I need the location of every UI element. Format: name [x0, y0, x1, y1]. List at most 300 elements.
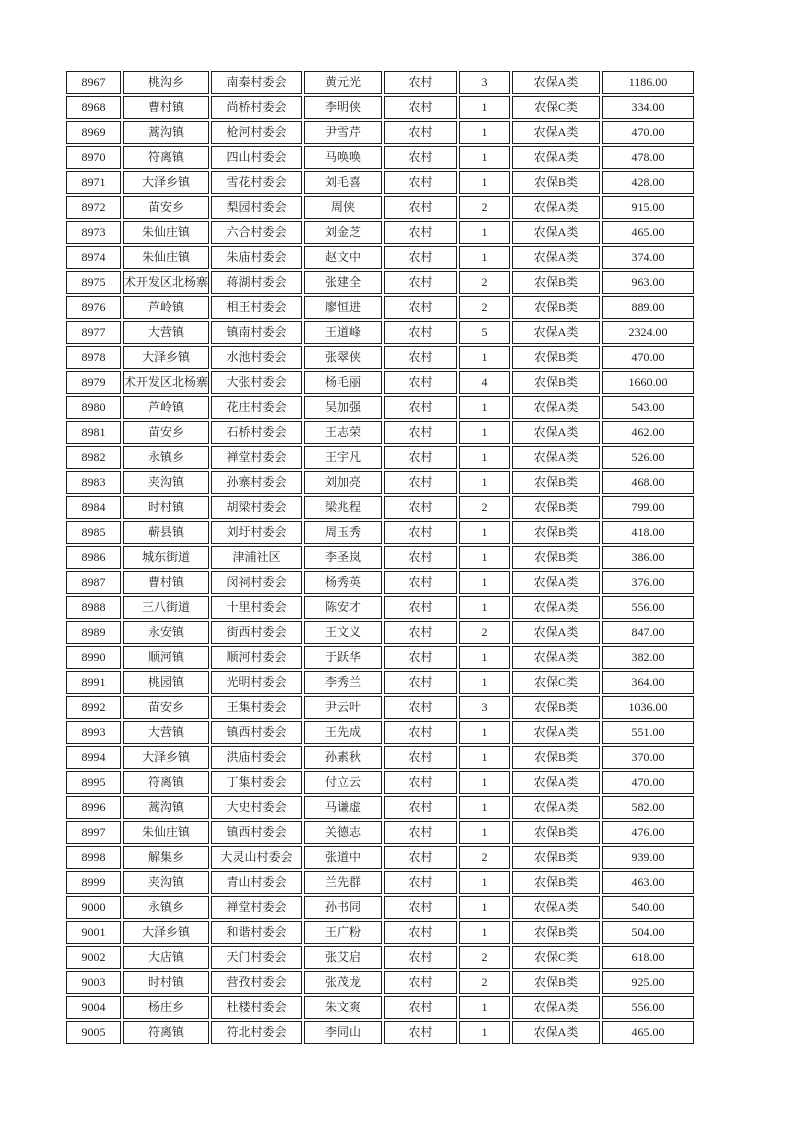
cell-township: 大泽乡镇: [123, 921, 209, 944]
cell-insurance-category: 农保B类: [512, 171, 600, 194]
cell-amount: 364.00: [602, 671, 694, 694]
cell-person-count: 1: [459, 571, 510, 594]
cell-serial-number: 8975: [66, 271, 121, 294]
cell-serial-number: 8985: [66, 521, 121, 544]
cell-person-count: 1: [459, 546, 510, 569]
cell-person-name: 马谦虚: [304, 796, 382, 819]
cell-insurance-category: 农保B类: [512, 371, 600, 394]
cell-village-committee: 四山村委会: [211, 146, 302, 169]
cell-person-count: 1: [459, 746, 510, 769]
cell-insurance-category: 农保A类: [512, 571, 600, 594]
cell-village-committee: 蒋湖村委会: [211, 271, 302, 294]
cell-township: 符离镇: [123, 146, 209, 169]
cell-person-name: 王文义: [304, 621, 382, 644]
cell-person-name: 关德志: [304, 821, 382, 844]
cell-person-count: 1: [459, 871, 510, 894]
cell-serial-number: 8970: [66, 146, 121, 169]
cell-village-committee: 符北村委会: [211, 1021, 302, 1044]
cell-serial-number: 8968: [66, 96, 121, 119]
cell-person-name: 刘金芝: [304, 221, 382, 244]
cell-village-committee: 六合村委会: [211, 221, 302, 244]
cell-amount: 582.00: [602, 796, 694, 819]
cell-township: 永镇乡: [123, 446, 209, 469]
cell-residence-type: 农村: [384, 346, 457, 369]
cell-insurance-category: 农保A类: [512, 896, 600, 919]
cell-insurance-category: 农保B类: [512, 471, 600, 494]
cell-person-count: 1: [459, 421, 510, 444]
cell-person-name: 刘加亮: [304, 471, 382, 494]
cell-person-count: 1: [459, 896, 510, 919]
cell-insurance-category: 农保B类: [512, 521, 600, 544]
cell-village-committee: 顺河村委会: [211, 646, 302, 669]
cell-residence-type: 农村: [384, 746, 457, 769]
cell-village-committee: 梨园村委会: [211, 196, 302, 219]
cell-village-committee: 洪庙村委会: [211, 746, 302, 769]
cell-insurance-category: 农保A类: [512, 996, 600, 1019]
table-row: [66, 96, 694, 119]
cell-serial-number: 8983: [66, 471, 121, 494]
table-row: [66, 996, 694, 1019]
cell-insurance-category: 农保B类: [512, 346, 600, 369]
cell-person-count: 1: [459, 996, 510, 1019]
cell-person-count: 2: [459, 296, 510, 319]
cell-amount: 370.00: [602, 746, 694, 769]
cell-person-name: 孙素秋: [304, 746, 382, 769]
cell-serial-number: 8992: [66, 696, 121, 719]
cell-village-committee: 王集村委会: [211, 696, 302, 719]
table-row: [66, 596, 694, 619]
cell-township: 术开发区北杨寨: [123, 371, 209, 394]
cell-insurance-category: 农保B类: [512, 746, 600, 769]
table-row: [66, 921, 694, 944]
cell-person-name: 周玉秀: [304, 521, 382, 544]
cell-insurance-category: 农保A类: [512, 421, 600, 444]
cell-village-committee: 花庄村委会: [211, 396, 302, 419]
cell-person-name: 吴加强: [304, 396, 382, 419]
cell-amount: 478.00: [602, 146, 694, 169]
cell-amount: 1186.00: [602, 71, 694, 94]
cell-person-name: 梁兆程: [304, 496, 382, 519]
cell-person-count: 1: [459, 821, 510, 844]
cell-township: 术开发区北杨寨: [123, 271, 209, 294]
cell-person-name: 王广粉: [304, 921, 382, 944]
cell-person-count: 1: [459, 921, 510, 944]
cell-serial-number: 8967: [66, 71, 121, 94]
cell-person-count: 1: [459, 346, 510, 369]
cell-amount: 925.00: [602, 971, 694, 994]
cell-person-name: 张翠侠: [304, 346, 382, 369]
cell-person-count: 3: [459, 696, 510, 719]
cell-amount: 386.00: [602, 546, 694, 569]
cell-person-count: 1: [459, 596, 510, 619]
cell-residence-type: 农村: [384, 896, 457, 919]
cell-serial-number: 8981: [66, 421, 121, 444]
cell-person-name: 张建全: [304, 271, 382, 294]
cell-insurance-category: 农保B类: [512, 271, 600, 294]
cell-residence-type: 农村: [384, 396, 457, 419]
cell-serial-number: 8982: [66, 446, 121, 469]
table-row: [66, 446, 694, 469]
cell-residence-type: 农村: [384, 571, 457, 594]
cell-residence-type: 农村: [384, 671, 457, 694]
cell-amount: 543.00: [602, 396, 694, 419]
cell-village-committee: 闵祠村委会: [211, 571, 302, 594]
cell-serial-number: 8978: [66, 346, 121, 369]
cell-amount: 889.00: [602, 296, 694, 319]
cell-amount: 939.00: [602, 846, 694, 869]
table-body: [66, 71, 694, 1044]
cell-serial-number: 8998: [66, 846, 121, 869]
cell-person-name: 杨秀英: [304, 571, 382, 594]
cell-person-count: 1: [459, 1021, 510, 1044]
cell-insurance-category: 农保A类: [512, 596, 600, 619]
cell-amount: 468.00: [602, 471, 694, 494]
cell-person-count: 1: [459, 521, 510, 544]
cell-village-committee: 镇西村委会: [211, 821, 302, 844]
cell-person-name: 尹雪芹: [304, 121, 382, 144]
cell-township: 永镇乡: [123, 896, 209, 919]
cell-person-count: 1: [459, 121, 510, 144]
cell-serial-number: 8971: [66, 171, 121, 194]
cell-person-count: 1: [459, 446, 510, 469]
cell-insurance-category: 农保A类: [512, 71, 600, 94]
cell-village-committee: 十里村委会: [211, 596, 302, 619]
cell-township: 时村镇: [123, 971, 209, 994]
cell-person-count: 1: [459, 646, 510, 669]
cell-residence-type: 农村: [384, 646, 457, 669]
cell-residence-type: 农村: [384, 696, 457, 719]
cell-insurance-category: 农保B类: [512, 546, 600, 569]
table-row: [66, 821, 694, 844]
cell-township: 大营镇: [123, 321, 209, 344]
cell-amount: 556.00: [602, 596, 694, 619]
table-row: [66, 146, 694, 169]
cell-insurance-category: 农保B类: [512, 296, 600, 319]
cell-township: 朱仙庄镇: [123, 246, 209, 269]
table-row: [66, 946, 694, 969]
cell-amount: 799.00: [602, 496, 694, 519]
cell-serial-number: 8969: [66, 121, 121, 144]
cell-person-count: 2: [459, 271, 510, 294]
cell-township: 夹沟镇: [123, 871, 209, 894]
cell-village-committee: 杜楼村委会: [211, 996, 302, 1019]
cell-amount: 463.00: [602, 871, 694, 894]
cell-insurance-category: 农保B类: [512, 696, 600, 719]
cell-insurance-category: 农保C类: [512, 671, 600, 694]
cell-serial-number: 8995: [66, 771, 121, 794]
cell-village-committee: 大史村委会: [211, 796, 302, 819]
cell-residence-type: 农村: [384, 846, 457, 869]
cell-amount: 476.00: [602, 821, 694, 844]
cell-serial-number: 9002: [66, 946, 121, 969]
cell-village-committee: 水池村委会: [211, 346, 302, 369]
cell-village-committee: 孙寨村委会: [211, 471, 302, 494]
cell-person-name: 尹云叶: [304, 696, 382, 719]
table-row: [66, 221, 694, 244]
cell-person-name: 李秀兰: [304, 671, 382, 694]
cell-insurance-category: 农保A类: [512, 721, 600, 744]
cell-insurance-category: 农保A类: [512, 121, 600, 144]
cell-village-committee: 天门村委会: [211, 946, 302, 969]
cell-residence-type: 农村: [384, 946, 457, 969]
cell-person-count: 2: [459, 846, 510, 869]
table-row: [66, 246, 694, 269]
cell-township: 符离镇: [123, 771, 209, 794]
cell-residence-type: 农村: [384, 146, 457, 169]
table-row: [66, 321, 694, 344]
cell-serial-number: 8976: [66, 296, 121, 319]
table-row: [66, 196, 694, 219]
cell-insurance-category: 农保A类: [512, 1021, 600, 1044]
table-row: [66, 621, 694, 644]
table-row: [66, 121, 694, 144]
cell-person-name: 王道峰: [304, 321, 382, 344]
table-row: [66, 171, 694, 194]
cell-amount: 551.00: [602, 721, 694, 744]
cell-person-name: 赵文中: [304, 246, 382, 269]
cell-residence-type: 农村: [384, 371, 457, 394]
table-row: [66, 521, 694, 544]
cell-serial-number: 8972: [66, 196, 121, 219]
cell-person-count: 1: [459, 671, 510, 694]
cell-township: 解集乡: [123, 846, 209, 869]
cell-amount: 2324.00: [602, 321, 694, 344]
cell-residence-type: 农村: [384, 496, 457, 519]
cell-residence-type: 农村: [384, 446, 457, 469]
cell-serial-number: 8994: [66, 746, 121, 769]
cell-residence-type: 农村: [384, 721, 457, 744]
cell-township: 苗安乡: [123, 421, 209, 444]
cell-township: 蒿沟镇: [123, 121, 209, 144]
cell-person-name: 杨毛丽: [304, 371, 382, 394]
cell-village-committee: 津浦社区: [211, 546, 302, 569]
cell-insurance-category: 农保B类: [512, 921, 600, 944]
cell-amount: 465.00: [602, 221, 694, 244]
cell-person-count: 1: [459, 721, 510, 744]
cell-township: 朱仙庄镇: [123, 221, 209, 244]
cell-person-name: 张道中: [304, 846, 382, 869]
cell-residence-type: 农村: [384, 921, 457, 944]
cell-person-count: 1: [459, 146, 510, 169]
cell-person-count: 1: [459, 796, 510, 819]
cell-village-committee: 尚桥村委会: [211, 96, 302, 119]
cell-person-name: 孙书同: [304, 896, 382, 919]
cell-village-committee: 禅堂村委会: [211, 446, 302, 469]
cell-village-committee: 丁集村委会: [211, 771, 302, 794]
cell-person-name: 付立云: [304, 771, 382, 794]
cell-insurance-category: 农保A类: [512, 771, 600, 794]
cell-amount: 470.00: [602, 121, 694, 144]
cell-residence-type: 农村: [384, 121, 457, 144]
cell-township: 曹村镇: [123, 96, 209, 119]
cell-insurance-category: 农保A类: [512, 396, 600, 419]
cell-insurance-category: 农保C类: [512, 946, 600, 969]
cell-serial-number: 8984: [66, 496, 121, 519]
cell-serial-number: 8987: [66, 571, 121, 594]
cell-residence-type: 农村: [384, 71, 457, 94]
table-row: [66, 871, 694, 894]
table-row: [66, 346, 694, 369]
cell-person-name: 李明侠: [304, 96, 382, 119]
cell-person-name: 刘毛喜: [304, 171, 382, 194]
cell-amount: 374.00: [602, 246, 694, 269]
cell-village-committee: 禅堂村委会: [211, 896, 302, 919]
table-row: [66, 1021, 694, 1044]
cell-residence-type: 农村: [384, 221, 457, 244]
table-row: [66, 471, 694, 494]
cell-village-committee: 刘圩村委会: [211, 521, 302, 544]
cell-amount: 504.00: [602, 921, 694, 944]
cell-village-committee: 光明村委会: [211, 671, 302, 694]
cell-person-name: 陈安才: [304, 596, 382, 619]
cell-residence-type: 农村: [384, 771, 457, 794]
table-row: [66, 796, 694, 819]
cell-amount: 847.00: [602, 621, 694, 644]
cell-township: 符离镇: [123, 1021, 209, 1044]
cell-insurance-category: 农保B类: [512, 971, 600, 994]
cell-serial-number: 9001: [66, 921, 121, 944]
cell-residence-type: 农村: [384, 621, 457, 644]
cell-insurance-category: 农保B类: [512, 846, 600, 869]
cell-insurance-category: 农保A类: [512, 221, 600, 244]
cell-residence-type: 农村: [384, 821, 457, 844]
cell-person-name: 张茂龙: [304, 971, 382, 994]
cell-village-committee: 朱庙村委会: [211, 246, 302, 269]
cell-amount: 470.00: [602, 771, 694, 794]
cell-township: 三八街道: [123, 596, 209, 619]
cell-person-name: 黄元光: [304, 71, 382, 94]
cell-person-name: 王志荣: [304, 421, 382, 444]
cell-person-name: 周侠: [304, 196, 382, 219]
cell-village-committee: 南秦村委会: [211, 71, 302, 94]
cell-village-committee: 胡梁村委会: [211, 496, 302, 519]
cell-insurance-category: 农保A类: [512, 321, 600, 344]
cell-township: 大店镇: [123, 946, 209, 969]
cell-township: 大泽乡镇: [123, 746, 209, 769]
cell-serial-number: 9003: [66, 971, 121, 994]
table-row: [66, 896, 694, 919]
table-row: [66, 696, 694, 719]
cell-insurance-category: 农保A类: [512, 796, 600, 819]
benefits-table: [64, 69, 696, 1046]
cell-person-count: 2: [459, 196, 510, 219]
cell-village-committee: 镇南村委会: [211, 321, 302, 344]
cell-residence-type: 农村: [384, 296, 457, 319]
cell-person-count: 1: [459, 96, 510, 119]
cell-amount: 334.00: [602, 96, 694, 119]
cell-person-count: 1: [459, 771, 510, 794]
cell-person-count: 1: [459, 246, 510, 269]
cell-residence-type: 农村: [384, 171, 457, 194]
cell-township: 芦岭镇: [123, 396, 209, 419]
cell-serial-number: 8986: [66, 546, 121, 569]
cell-serial-number: 8988: [66, 596, 121, 619]
cell-township: 蕲县镇: [123, 521, 209, 544]
cell-township: 曹村镇: [123, 571, 209, 594]
cell-amount: 428.00: [602, 171, 694, 194]
cell-township: 朱仙庄镇: [123, 821, 209, 844]
cell-residence-type: 农村: [384, 596, 457, 619]
cell-amount: 963.00: [602, 271, 694, 294]
cell-residence-type: 农村: [384, 471, 457, 494]
cell-village-committee: 枪河村委会: [211, 121, 302, 144]
cell-serial-number: 8996: [66, 796, 121, 819]
table-row: [66, 271, 694, 294]
cell-residence-type: 农村: [384, 271, 457, 294]
table-row: [66, 746, 694, 769]
cell-insurance-category: 农保B类: [512, 496, 600, 519]
cell-township: 苗安乡: [123, 696, 209, 719]
cell-serial-number: 8973: [66, 221, 121, 244]
cell-insurance-category: 农保A类: [512, 146, 600, 169]
cell-serial-number: 9005: [66, 1021, 121, 1044]
cell-person-name: 马唤唤: [304, 146, 382, 169]
cell-insurance-category: 农保A类: [512, 621, 600, 644]
cell-village-committee: 和谐村委会: [211, 921, 302, 944]
cell-person-count: 5: [459, 321, 510, 344]
cell-amount: 418.00: [602, 521, 694, 544]
cell-township: 苗安乡: [123, 196, 209, 219]
cell-serial-number: 8974: [66, 246, 121, 269]
cell-residence-type: 农村: [384, 1021, 457, 1044]
cell-residence-type: 农村: [384, 321, 457, 344]
cell-residence-type: 农村: [384, 971, 457, 994]
table-row: [66, 421, 694, 444]
cell-township: 永安镇: [123, 621, 209, 644]
cell-serial-number: 8977: [66, 321, 121, 344]
cell-serial-number: 9000: [66, 896, 121, 919]
table-row: [66, 971, 694, 994]
cell-serial-number: 8989: [66, 621, 121, 644]
cell-person-name: 朱文爽: [304, 996, 382, 1019]
cell-residence-type: 农村: [384, 196, 457, 219]
cell-residence-type: 农村: [384, 96, 457, 119]
cell-person-name: 王先成: [304, 721, 382, 744]
cell-residence-type: 农村: [384, 246, 457, 269]
cell-amount: 915.00: [602, 196, 694, 219]
cell-insurance-category: 农保C类: [512, 96, 600, 119]
cell-township: 顺河镇: [123, 646, 209, 669]
cell-village-committee: 镇西村委会: [211, 721, 302, 744]
table-row: [66, 721, 694, 744]
table-row: [66, 396, 694, 419]
cell-person-count: 4: [459, 371, 510, 394]
cell-person-count: 1: [459, 471, 510, 494]
cell-serial-number: 8979: [66, 371, 121, 394]
cell-township: 蒿沟镇: [123, 796, 209, 819]
cell-serial-number: 9004: [66, 996, 121, 1019]
cell-amount: 540.00: [602, 896, 694, 919]
cell-township: 桃沟乡: [123, 71, 209, 94]
cell-person-name: 兰先群: [304, 871, 382, 894]
cell-residence-type: 农村: [384, 421, 457, 444]
cell-insurance-category: 农保B类: [512, 871, 600, 894]
cell-person-name: 王宇凡: [304, 446, 382, 469]
table-row: [66, 671, 694, 694]
table-row: [66, 846, 694, 869]
table-row: [66, 771, 694, 794]
cell-amount: 1036.00: [602, 696, 694, 719]
cell-township: 大营镇: [123, 721, 209, 744]
cell-township: 时村镇: [123, 496, 209, 519]
cell-amount: 1660.00: [602, 371, 694, 394]
cell-serial-number: 8991: [66, 671, 121, 694]
cell-residence-type: 农村: [384, 871, 457, 894]
cell-person-count: 1: [459, 221, 510, 244]
cell-amount: 382.00: [602, 646, 694, 669]
table-row: [66, 371, 694, 394]
cell-village-committee: 石桥村委会: [211, 421, 302, 444]
